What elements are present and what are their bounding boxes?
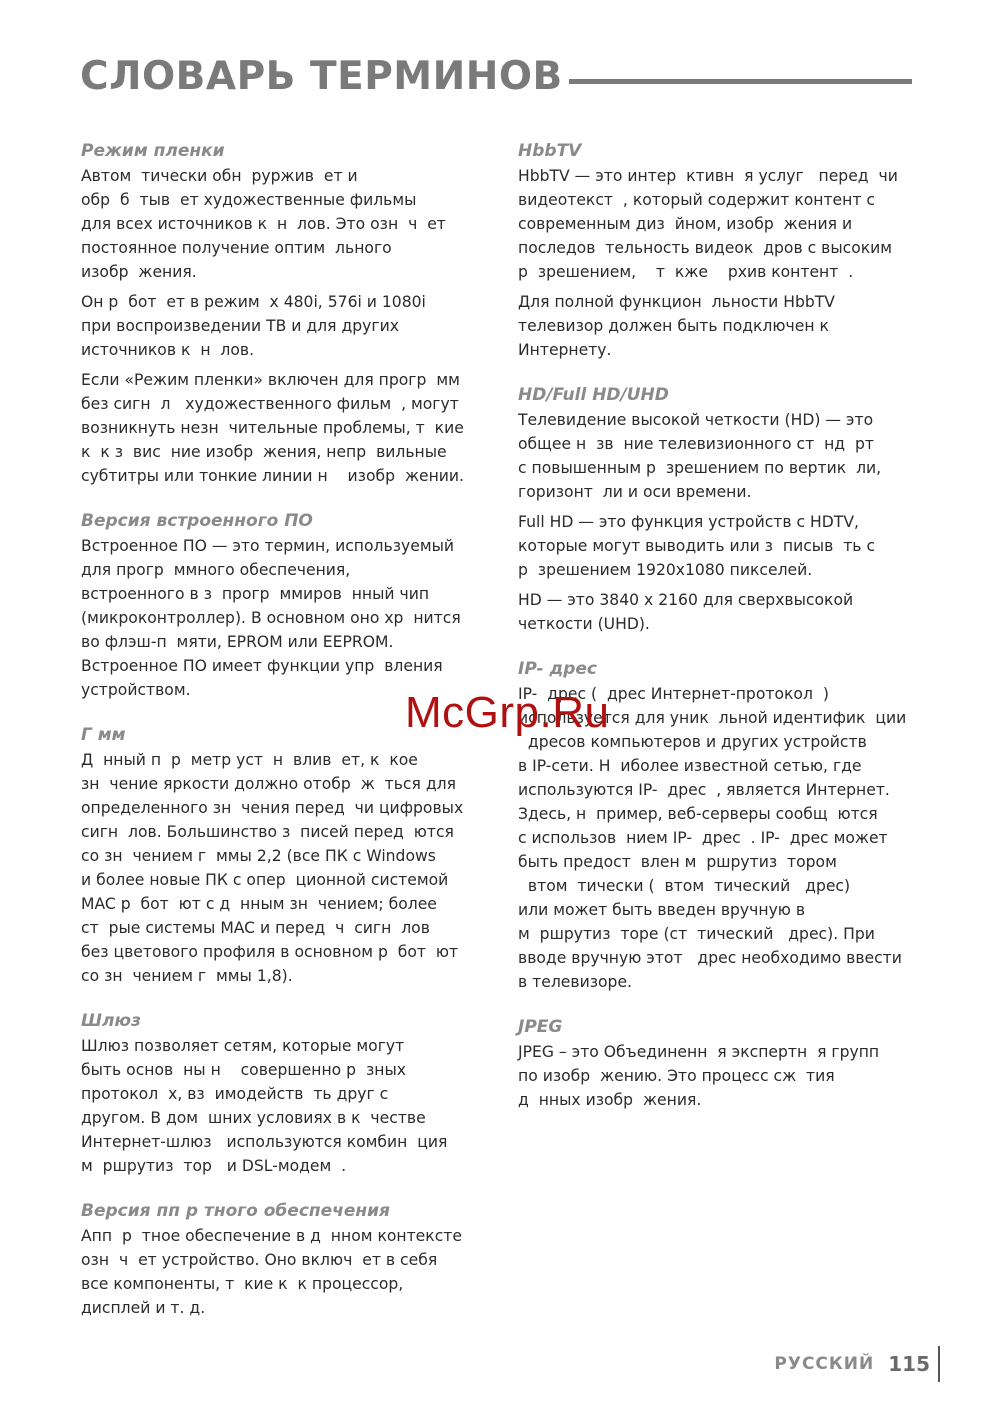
text-line: IP- дрес ( дрес Интернет-протокол ) [518,685,829,703]
text-line: общее н зв ние телевизионного ст нд рт [518,435,874,453]
entry-spacer [81,1178,491,1198]
text-line: протокол х, вз имодейств ть друг с [81,1085,389,1103]
text-line: д нных изобр жения. [518,1091,702,1109]
text-line: со зн чением г ммы 2,2 (все ПК с Windows [81,847,436,865]
glossary-entry [518,1014,928,1112]
entry-spacer [81,988,491,1008]
text-line: Здесь, н пример, веб-серверы сообщ ются [518,805,878,823]
text-line: Интернету. [518,341,612,359]
text-line: втом тически ( втом тический дрес) [518,877,851,895]
text-line: HD — это 3840 x 2160 для сверхвысокой [518,591,854,609]
text-line: определенного зн чения перед чи цифровых [81,799,464,817]
text-line: Встроенное ПО — это термин, используемый [81,537,455,555]
text-line: горизонт ли и оси времени. [518,483,752,501]
text-line: Для полной функцион льности HbbTV [518,293,835,311]
text-line: обр б тыв ет художественные фильмы [81,191,417,209]
text-line: ст рые системы MAC и перед ч сигн лов [81,919,430,937]
text-line: для всех источников к н лов. Это озн ч ет [81,215,446,233]
text-line: без цветового профиля в основном р бот ют [81,943,459,961]
entry-paragraph [81,1034,491,1178]
entry-paragraph [81,534,491,702]
text-line: м ршрутиз торе (ст тический дрес). При [518,925,875,943]
text-line: зн чение яркости должно отобр ж ться для [81,775,456,793]
text-line: субтитры или тонкие линии н изобр жении. [81,467,465,485]
entry-spacer [518,994,928,1014]
footer-rule [938,1346,940,1382]
entry-heading: HD/Full HD/UHD [518,385,669,405]
text-line: озн ч ет устройство. Оно включ ет в себя [81,1251,438,1269]
text-line: Он р бот ет в режим х 480i, 576i и 1080i [81,293,426,311]
entry-spacer [518,636,928,656]
text-line: р зрешением, т кже рхив контент . [518,263,854,281]
entry-spacer [81,488,491,508]
text-line: постоянное получение оптим льного [81,239,392,257]
text-line: дисплей и т. д. [81,1299,206,1317]
text-line: устройством. [81,681,191,699]
text-line: без сигн л художественного фильм , могут [81,395,459,413]
text-line: в телевизоре. [518,973,632,991]
page-title: СЛОВАРЬ ТЕРМИНОВ [80,53,563,99]
text-line: встроенного в з прогр ммиров нный чип [81,585,430,603]
glossary-entry [81,1198,491,1320]
entry-paragraph [518,408,928,504]
text-line: Если «Режим пленки» включен для прогр мм [81,371,460,389]
text-line: быть предост влен м ршрутиз тором [518,853,837,871]
text-line: MAC р бот ют с д нным зн чением; более [81,895,437,913]
glossary-entry [81,508,491,702]
text-line: в IP-сети. Н иболее известной сетью, где [518,757,862,775]
text-line: дресов компьютеров и других устройств [518,733,867,751]
footer-language: РУССКИЙ [774,1354,875,1374]
entry-paragraph [518,164,928,284]
text-line: (микроконтроллер). В основном оно хр нится [81,609,461,627]
text-line: с повышенным р зрешением по вертик ли, [518,459,882,477]
page-number: 115 [888,1352,930,1376]
entry-paragraph [518,588,928,636]
text-line: последов тельность видеок дров с высоким [518,239,893,257]
page-header [80,46,912,106]
text-line: используется для уник льной идентифик ции [518,709,907,727]
text-line: сигн лов. Большинство з писей перед ются [81,823,454,841]
entry-heading: IP- дрес [518,659,597,679]
text-line: вводе вручную этот дрес необходимо ввести [518,949,902,967]
text-line: используются IP- дрес , является Интернет. [518,781,890,799]
glossary-entry [81,1008,491,1178]
text-line: Интернет-шлюз используются комбин ция [81,1133,448,1151]
glossary-entry [518,138,928,362]
entry-heading: Версия встроенного ПО [81,511,313,531]
entry-paragraph [81,748,491,988]
entry-spacer [518,362,928,382]
text-line: Шлюз позволяет сетям, которые могут [81,1037,405,1055]
text-line: с использов нием IP- дрес . IP- дрес может [518,829,888,847]
page-footer [774,1346,940,1382]
text-line: со зн чением г ммы 1,8). [81,967,293,985]
entry-paragraph [81,164,491,284]
text-line: по изобр жению. Это процесс сж тия [518,1067,835,1085]
text-line: современным диз йном, изобр жения и [518,215,853,233]
text-line: четкости (UHD). [518,615,650,633]
text-line: Автом тически обн руржив ет и [81,167,358,185]
entry-heading: Режим пленки [81,141,225,161]
entry-heading: Шлюз [81,1011,141,1031]
text-line: во флэш-п мяти, EPROM или EEPROM. [81,633,394,651]
text-line: при воспроизведении ТВ и для других [81,317,399,335]
text-line: которые могут выводить или з писыв ть с [518,537,876,555]
text-line: другом. В дом шних условиях в к честве [81,1109,426,1127]
glossary-entry [518,382,928,636]
text-line: Full HD — это функция устройств с HDTV, [518,513,859,531]
title-rule [569,79,912,84]
text-line: HbbTV — это интер ктивн я услуг перед чи [518,167,898,185]
text-line: к к з вис ние изобр жения, непр вильные [81,443,447,461]
text-line: возникнуть незн чительные проблемы, т кие [81,419,464,437]
glossary-entry [81,138,491,488]
entry-paragraph [81,1224,491,1320]
text-line: JPEG – это Объединенн я экспертн я групп [518,1043,880,1061]
entry-paragraph [518,510,928,582]
entry-heading: HbbTV [518,141,582,161]
entry-heading: Версия пп р тного обеспечения [81,1201,390,1221]
entry-heading: JPEG [518,1017,563,1037]
text-line: видеотекст , который содержит контент с [518,191,875,209]
text-line: м ршрутиз тор и DSL-модем . [81,1157,347,1175]
entry-paragraph [81,290,491,362]
text-line: источников к н лов. [81,341,255,359]
text-line: р зрешением 1920x1080 пикселей. [518,561,813,579]
text-line: Встроенное ПО имеет функции упр вления [81,657,443,675]
text-line: или может быть введен вручную в [518,901,806,919]
text-line: телевизор должен быть подключен к [518,317,829,335]
text-line: изобр жения. [81,263,197,281]
entry-paragraph [81,368,491,488]
text-line: быть основ ны н совершенно р зных [81,1061,406,1079]
entry-heading: Г мм [81,725,126,745]
glossary-entry [81,722,491,988]
text-line: все компоненты, т кие к к процессор, [81,1275,404,1293]
right-column [518,138,928,1112]
text-line: и более новые ПК с опер ционной системой [81,871,449,889]
text-line: Апп р тное обеспечение в д нном контексте [81,1227,462,1245]
entry-paragraph [518,290,928,362]
text-line: для прогр ммного обеспечения, [81,561,351,579]
text-line: Телевидение высокой четкости (HD) — это [518,411,874,429]
watermark: McGrp.Ru [405,688,610,737]
text-line: Д нный п р метр уст н влив ет, к кое [81,751,418,769]
entry-paragraph [518,1040,928,1112]
